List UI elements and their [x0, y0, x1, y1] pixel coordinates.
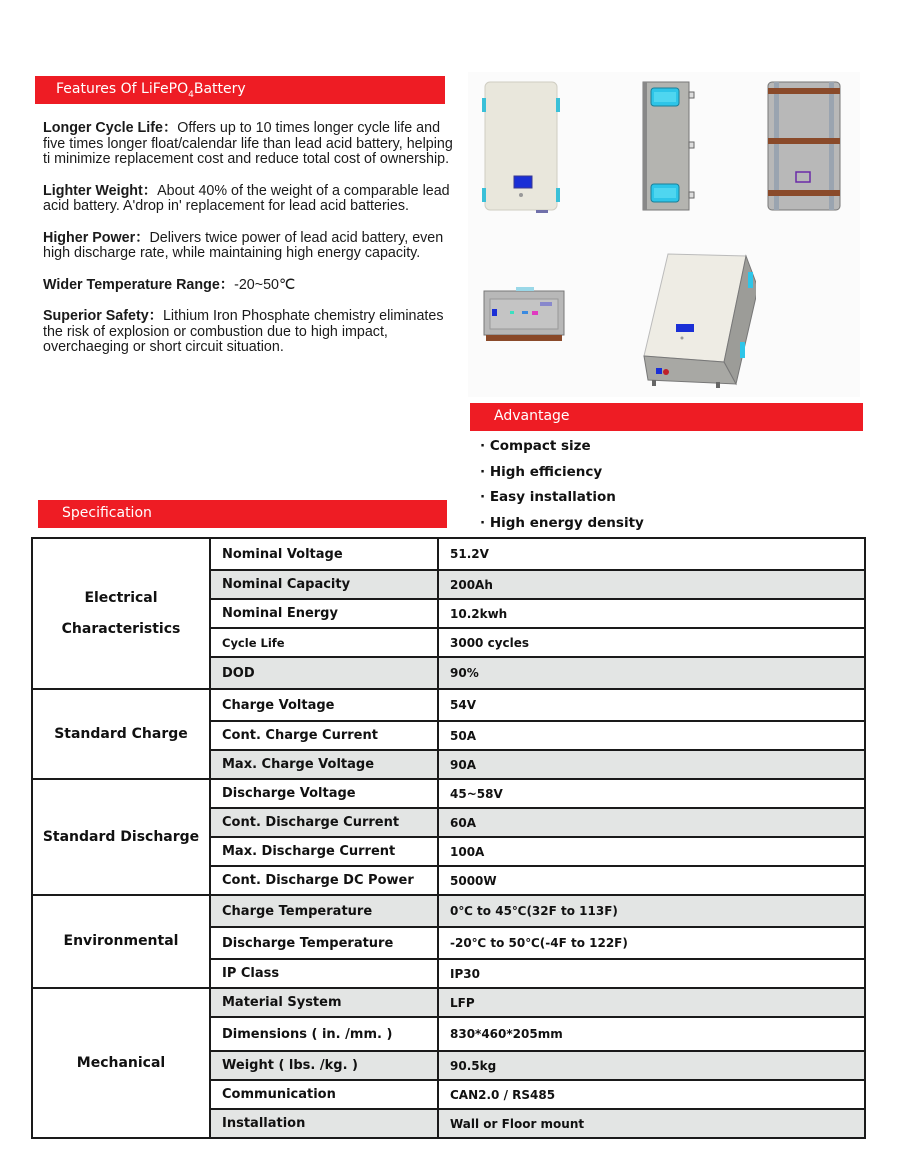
spec-label: Charge Temperature — [210, 895, 438, 927]
battery-front-view-image — [480, 80, 560, 216]
spec-value: 5000W — [438, 866, 865, 895]
spec-group-name: Electrical — [84, 589, 158, 606]
spec-label: Max. Discharge Current — [210, 837, 438, 866]
spec-label: Nominal Voltage — [210, 538, 438, 570]
spec-group-cell — [32, 538, 210, 689]
specification-header — [38, 500, 447, 528]
feature-cycle-life — [43, 121, 463, 168]
spec-value: 90.5kg — [438, 1051, 865, 1080]
spec-group-cell — [32, 988, 210, 1138]
spec-label: IP Class — [210, 959, 438, 988]
feature-lighter-weight — [43, 184, 463, 215]
spec-label: Discharge Voltage — [210, 779, 438, 808]
advantage-item: · High energy density — [480, 515, 644, 532]
feature-superior-safety — [43, 309, 463, 356]
spec-label: Dimensions ( in. /mm. ) — [210, 1017, 438, 1051]
battery-side-view-image — [638, 80, 698, 216]
advantage-list — [480, 436, 644, 539]
spec-label: Cont. Charge Current — [210, 721, 438, 750]
feature-text: Offers up to 10 times longer cycle life and five times longer float/calendar life than lead acid battery, helping ti minimize replacement cost and reduce total cost of ownership. — [43, 120, 453, 167]
spec-value: 0℃ to 45℃(32F to 113F) — [438, 895, 865, 927]
feature-heading: Higher Power： — [43, 229, 150, 246]
spec-value: 60A — [438, 808, 865, 837]
features-header — [35, 76, 445, 104]
spec-value: 200Ah — [438, 570, 865, 599]
table-row — [32, 895, 865, 927]
advantage-header — [470, 403, 863, 431]
feature-heading: Longer Cycle Life： — [43, 120, 178, 136]
specification-title: Specification — [62, 505, 152, 521]
product-image-panel — [468, 72, 860, 397]
spec-group-name: Characteristics — [61, 620, 181, 637]
spec-value: 90A — [438, 750, 865, 779]
feature-heading: Lighter Weight： — [43, 182, 158, 199]
feature-higher-power — [43, 231, 463, 262]
features-title-subscript: 4 — [188, 89, 194, 100]
spec-value: 830*460*205mm — [438, 1017, 865, 1051]
advantage-title: Advantage — [494, 408, 570, 424]
spec-value: LFP — [438, 988, 865, 1017]
spec-group-name: Mechanical — [76, 1054, 166, 1071]
feature-temperature-range — [43, 278, 463, 294]
spec-value: 100A — [438, 837, 865, 866]
advantage-item: · Compact size — [480, 438, 591, 454]
specification-table — [31, 537, 866, 1139]
spec-value: CAN2.0 / RS485 — [438, 1080, 865, 1109]
spec-group-cell — [32, 895, 210, 988]
advantage-item: · Easy installation — [480, 489, 616, 506]
spec-group-name: Standard Discharge — [42, 828, 200, 845]
advantage-item: · High efficiency — [480, 463, 603, 480]
features-list — [43, 121, 463, 372]
spec-label: Cycle Life — [210, 628, 438, 657]
spec-value: 90% — [438, 657, 865, 689]
spec-value: 3000 cycles — [438, 628, 865, 657]
feature-heading: Superior Safety： — [43, 308, 163, 324]
spec-label: Nominal Capacity — [210, 570, 438, 599]
spec-label: DOD — [210, 657, 438, 689]
spec-value: 45~58V — [438, 779, 865, 808]
battery-back-view-image — [764, 80, 844, 216]
spec-value: Wall or Floor mount — [438, 1109, 865, 1138]
feature-text: -20~50℃ — [234, 276, 296, 293]
spec-value: 51.2V — [438, 538, 865, 570]
spec-label: Material System — [210, 988, 438, 1017]
spec-value: 54V — [438, 689, 865, 721]
features-title-text: Features Of LiFePO — [56, 81, 189, 97]
table-row — [32, 988, 865, 1017]
feature-heading: Wider Temperature Range： — [43, 276, 235, 293]
table-row — [32, 779, 865, 808]
spec-label: Discharge Temperature — [210, 927, 438, 959]
spec-group-name: Standard Charge — [54, 725, 188, 742]
features-title-suffix: Battery — [193, 81, 246, 97]
battery-isometric-view-image — [636, 252, 756, 392]
spec-value: 10.2kwh — [438, 599, 865, 628]
spec-label: Weight ( lbs. /kg. ) — [210, 1051, 438, 1080]
spec-value: -20℃ to 50℃(-4F to 122F) — [438, 927, 865, 959]
feature-text: Lithium Iron Phosphate chemistry eliminates the risk of explosion or combustion due to high impact, overchaeging or short circuit situation. — [43, 308, 444, 355]
spec-label: Nominal Energy — [210, 599, 438, 628]
spec-group-name: Environmental — [63, 933, 179, 949]
feature-text: About 40% of the weight of a comparable lead acid battery. A'drop in' replacement for lead acid batteries. — [43, 182, 450, 214]
spec-value: 50A — [438, 721, 865, 750]
table-row — [32, 689, 865, 721]
spec-label: Max. Charge Voltage — [210, 750, 438, 779]
spec-group-cell — [32, 779, 210, 895]
spec-label: Charge Voltage — [210, 689, 438, 721]
spec-label: Cont. Discharge Current — [210, 808, 438, 837]
spec-group-cell — [32, 689, 210, 779]
spec-label: Installation — [210, 1109, 438, 1138]
feature-text: Delivers twice power of lead acid battery, even high discharge rate, while maintaining high energy capacity. — [43, 229, 444, 261]
spec-label: Communication — [210, 1080, 438, 1109]
features-title — [56, 76, 246, 108]
table-row — [32, 538, 865, 570]
spec-label: Cont. Discharge DC Power — [210, 866, 438, 895]
spec-value: IP30 — [438, 959, 865, 988]
battery-bottom-view-image — [482, 287, 566, 341]
